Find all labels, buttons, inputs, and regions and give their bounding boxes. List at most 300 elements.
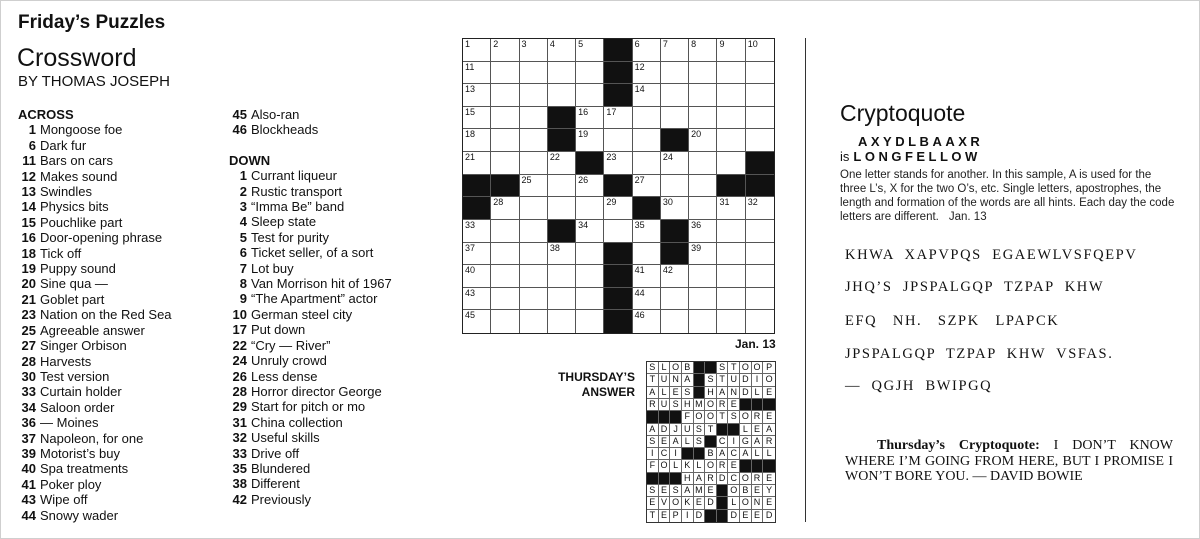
cell-number: 13 xyxy=(465,84,476,95)
answer-cell: D xyxy=(705,497,717,509)
grid-cell[interactable] xyxy=(576,129,604,152)
clue-number: 20 xyxy=(21,276,36,292)
grid-cell[interactable] xyxy=(576,39,604,62)
grid-cell[interactable] xyxy=(746,129,774,152)
answer-cell: E xyxy=(763,387,775,399)
answer-cell: C xyxy=(717,436,729,448)
clue-number: 30 xyxy=(21,368,36,384)
clue-column-2 xyxy=(229,107,392,507)
answer-cell: U xyxy=(659,374,671,386)
answer-cell: U xyxy=(659,399,671,411)
clue-number: 45 xyxy=(232,107,247,122)
grid-cell[interactable] xyxy=(689,39,717,62)
cell-number: 27 xyxy=(634,174,645,185)
clue-item xyxy=(229,461,392,476)
grid-cell[interactable] xyxy=(661,265,689,288)
grid-cell[interactable] xyxy=(463,39,491,62)
grid-cell[interactable] xyxy=(746,197,774,220)
answer-cell: N xyxy=(752,497,764,509)
clue-item xyxy=(18,369,172,384)
clue-item xyxy=(229,107,392,122)
clue-text: Start for pitch or mo xyxy=(251,399,366,415)
grid-cell[interactable] xyxy=(661,62,689,85)
cell-number: 18 xyxy=(465,129,476,140)
clue-item xyxy=(18,461,172,476)
answer-cell: R xyxy=(752,473,764,485)
clue-item xyxy=(18,400,172,415)
clue-number: 21 xyxy=(21,291,36,307)
grid-cell[interactable] xyxy=(633,39,661,62)
clue-text: Motorist’s buy xyxy=(40,445,120,461)
grid-cell[interactable] xyxy=(463,243,491,266)
clue-text: Puppy sound xyxy=(40,261,116,277)
answer-cell: L xyxy=(763,448,775,460)
grid-cell[interactable] xyxy=(717,288,745,311)
grid-cell[interactable] xyxy=(576,310,604,333)
clue-text: Napoleon, for one xyxy=(40,430,144,446)
cell-number: 4 xyxy=(549,39,555,49)
cryptoquote-line: EFQ NH. SZPK LPAPCK xyxy=(845,313,1060,329)
grid-cell[interactable] xyxy=(661,84,689,107)
grid-cell[interactable] xyxy=(633,84,661,107)
answer-black-square xyxy=(752,460,764,472)
clue-number: 26 xyxy=(232,368,247,384)
grid-cell[interactable] xyxy=(717,310,745,333)
answer-cell: D xyxy=(717,473,729,485)
grid-cell[interactable] xyxy=(689,107,717,130)
black-square xyxy=(548,220,576,243)
clue-item xyxy=(229,415,392,430)
grid-cell[interactable] xyxy=(746,84,774,107)
cell-number: 17 xyxy=(606,106,617,117)
answer-cell: O xyxy=(670,497,682,509)
cell-number: 15 xyxy=(465,106,476,117)
clue-number: 11 xyxy=(22,153,36,169)
answer-cell: S xyxy=(670,485,682,497)
cell-number: 21 xyxy=(465,152,476,163)
cell-number: 1 xyxy=(465,39,471,49)
cell-number: 8 xyxy=(691,39,697,49)
grid-cell[interactable] xyxy=(717,265,745,288)
grid-cell[interactable] xyxy=(548,62,576,85)
grid-cell[interactable] xyxy=(661,197,689,220)
grid-cell[interactable] xyxy=(463,265,491,288)
cryptoquote-line: KHWA XAPVPQS EGAEWLVSFQEPV xyxy=(845,247,1138,263)
black-square xyxy=(633,197,661,220)
answer-cell: I xyxy=(682,510,694,522)
grid-cell[interactable] xyxy=(689,243,717,266)
clue-text: Currant liqueur xyxy=(251,168,337,184)
clue-number: 8 xyxy=(239,276,247,292)
clue-item xyxy=(229,168,392,183)
black-square xyxy=(604,310,632,333)
grid-cell[interactable] xyxy=(520,175,548,198)
clue-text: Van Morrison hit of 1967 xyxy=(251,276,392,292)
grid-cell[interactable] xyxy=(633,175,661,198)
answer-cell: P xyxy=(763,362,775,374)
grid-cell[interactable] xyxy=(689,84,717,107)
grid-cell[interactable] xyxy=(548,265,576,288)
answer-cell: K xyxy=(682,497,694,509)
clue-item xyxy=(18,230,172,245)
answer-cell: H xyxy=(682,473,694,485)
grid-cell[interactable] xyxy=(633,243,661,266)
grid-cell[interactable] xyxy=(548,197,576,220)
grid-cell[interactable] xyxy=(689,310,717,333)
clue-number: 14 xyxy=(21,199,36,215)
down-heading: DOWN xyxy=(229,152,271,168)
answer-cell: O xyxy=(740,362,752,374)
grid-cell[interactable] xyxy=(520,84,548,107)
grid-cell[interactable] xyxy=(661,39,689,62)
instructions-text: One letter stands for another. In this sample, A is used for the three L’s, X for the two O’s, etc. Single letters, apostrophes, the length and formation of the words are all hints. Each day the code letters are different. xyxy=(840,169,1175,223)
clue-item xyxy=(229,122,392,137)
grid-cell[interactable] xyxy=(463,107,491,130)
clue-text: Different xyxy=(251,476,300,492)
clue-number: 28 xyxy=(21,353,36,369)
answer-cell: E xyxy=(659,436,671,448)
grid-cell[interactable] xyxy=(633,310,661,333)
grid-cell[interactable] xyxy=(576,220,604,243)
answer-black-square xyxy=(728,424,740,436)
answer-cell: L xyxy=(670,460,682,472)
grid-cell[interactable] xyxy=(491,152,519,175)
clue-number: 19 xyxy=(21,261,36,277)
answer-cell: E xyxy=(740,510,752,522)
answer-cell: H xyxy=(682,399,694,411)
clue-number: 36 xyxy=(21,415,36,431)
grid-cell[interactable] xyxy=(491,243,519,266)
answer-cell: E xyxy=(763,497,775,509)
clue-number: 42 xyxy=(232,491,247,507)
clue-text: Curtain holder xyxy=(40,384,122,400)
grid-cell[interactable] xyxy=(633,129,661,152)
grid-cell[interactable] xyxy=(717,152,745,175)
answer-cell: E xyxy=(752,485,764,497)
grid-cell[interactable] xyxy=(576,107,604,130)
answer-cell: D xyxy=(659,424,671,436)
crossword-byline: BY THOMAS JOSEPH xyxy=(18,73,170,90)
answer-cell: T xyxy=(705,424,717,436)
grid-cell[interactable] xyxy=(746,243,774,266)
grid-cell[interactable] xyxy=(661,175,689,198)
clue-text: Previously xyxy=(251,491,311,507)
answer-cell: O xyxy=(728,485,740,497)
grid-cell[interactable] xyxy=(633,152,661,175)
black-square xyxy=(604,265,632,288)
grid-cell[interactable] xyxy=(520,265,548,288)
answer-cell: K xyxy=(682,460,694,472)
cell-number: 29 xyxy=(606,197,617,208)
clue-number: 33 xyxy=(21,384,36,400)
grid-cell[interactable] xyxy=(491,220,519,243)
grid-cell[interactable] xyxy=(520,152,548,175)
answer-cell: S xyxy=(647,485,659,497)
clue-text: “Cry — River” xyxy=(251,337,331,353)
answer-cell: L xyxy=(694,460,706,472)
down-clue-list xyxy=(229,168,392,507)
grid-cell[interactable] xyxy=(576,265,604,288)
grid-cell[interactable] xyxy=(520,243,548,266)
answer-black-square xyxy=(717,485,729,497)
cryptoquote-line: JPSPALGQP TZPAP KHW VSFAS. xyxy=(845,346,1114,362)
grid-cell[interactable] xyxy=(520,39,548,62)
grid-cell[interactable] xyxy=(520,220,548,243)
clue-item xyxy=(229,399,392,414)
black-square xyxy=(548,129,576,152)
grid-cell[interactable] xyxy=(717,107,745,130)
answer-black-square xyxy=(740,460,752,472)
cell-number: 44 xyxy=(634,287,645,298)
cell-number: 12 xyxy=(634,61,645,72)
clue-number: 5 xyxy=(239,229,247,245)
grid-cell[interactable] xyxy=(746,62,774,85)
grid-cell[interactable] xyxy=(548,310,576,333)
grid-cell[interactable] xyxy=(746,39,774,62)
grid-cell[interactable] xyxy=(604,152,632,175)
grid-cell[interactable] xyxy=(633,62,661,85)
answer-black-square xyxy=(694,374,706,386)
clue-item xyxy=(229,476,392,491)
grid-cell[interactable] xyxy=(717,197,745,220)
clue-column-1 xyxy=(18,107,172,523)
grid-cell[interactable] xyxy=(689,152,717,175)
grid-cell[interactable] xyxy=(633,220,661,243)
grid-cell[interactable] xyxy=(717,62,745,85)
crossword-title: Crossword xyxy=(17,44,137,72)
grid-cell[interactable] xyxy=(604,197,632,220)
answer-cell: R xyxy=(763,436,775,448)
cell-number: 22 xyxy=(549,152,560,163)
answer-black-square xyxy=(694,387,706,399)
grid-cell[interactable] xyxy=(604,129,632,152)
clue-text: Snowy wader xyxy=(40,507,119,523)
cell-number: 43 xyxy=(465,287,476,298)
clue-number: 6 xyxy=(239,245,247,261)
clue-text: Singer Orbison xyxy=(40,338,127,354)
clue-number: 44 xyxy=(21,507,36,523)
answer-cell: A xyxy=(717,387,729,399)
instructions-date: Jan. 13 xyxy=(948,211,987,223)
grid-cell[interactable] xyxy=(463,129,491,152)
answer-cell: A xyxy=(694,473,706,485)
grid-cell[interactable] xyxy=(548,152,576,175)
answer-cell: S xyxy=(682,387,694,399)
grid-cell[interactable] xyxy=(746,220,774,243)
grid-cell[interactable] xyxy=(463,152,491,175)
grid-cell[interactable] xyxy=(520,310,548,333)
answer-cell: J xyxy=(670,424,682,436)
grid-cell[interactable] xyxy=(661,152,689,175)
grid-cell[interactable] xyxy=(661,288,689,311)
grid-cell[interactable] xyxy=(491,265,519,288)
grid-cell[interactable] xyxy=(633,265,661,288)
answer-cell: C xyxy=(659,448,671,460)
grid-cell[interactable] xyxy=(576,175,604,198)
answer-black-square xyxy=(763,460,775,472)
clue-item xyxy=(18,138,172,153)
grid-cell[interactable] xyxy=(491,84,519,107)
grid-cell[interactable] xyxy=(520,129,548,152)
grid-cell[interactable] xyxy=(520,288,548,311)
grid-cell[interactable] xyxy=(548,39,576,62)
answer-cell: T xyxy=(717,374,729,386)
clue-item xyxy=(18,415,172,430)
grid-cell[interactable] xyxy=(604,220,632,243)
black-square xyxy=(661,220,689,243)
answer-cell: N xyxy=(670,374,682,386)
answer-cell: L xyxy=(659,362,671,374)
grid-cell[interactable] xyxy=(491,129,519,152)
answer-cell: D xyxy=(740,387,752,399)
clue-item xyxy=(18,307,172,322)
answer-cell: M xyxy=(694,399,706,411)
clue-number: 23 xyxy=(21,307,36,323)
clue-number: 1 xyxy=(239,168,247,184)
answer-cell: A xyxy=(647,387,659,399)
grid-cell[interactable] xyxy=(717,84,745,107)
clue-text: Poker ploy xyxy=(40,476,102,492)
clue-text: German steel city xyxy=(251,306,353,322)
grid-cell[interactable] xyxy=(689,129,717,152)
answer-grid xyxy=(646,361,776,523)
answer-cell: F xyxy=(682,411,694,423)
clue-item xyxy=(18,492,172,507)
grid-cell[interactable] xyxy=(604,107,632,130)
grid-cell[interactable] xyxy=(661,310,689,333)
clue-item xyxy=(229,199,392,214)
grid-cell[interactable] xyxy=(746,288,774,311)
black-square xyxy=(491,175,519,198)
clue-number: 12 xyxy=(21,168,36,184)
clue-item xyxy=(229,338,392,353)
clue-item xyxy=(229,245,392,260)
grid-cell[interactable] xyxy=(633,288,661,311)
clue-item xyxy=(18,292,172,307)
grid-cell[interactable] xyxy=(689,220,717,243)
answer-cell: P xyxy=(670,510,682,522)
grid-cell[interactable] xyxy=(491,62,519,85)
grid-cell[interactable] xyxy=(491,197,519,220)
answer-cell: G xyxy=(740,436,752,448)
grid-cell[interactable] xyxy=(548,288,576,311)
clue-item xyxy=(18,184,172,199)
cell-number: 46 xyxy=(634,310,645,321)
grid-cell[interactable] xyxy=(746,265,774,288)
clue-text: Wipe off xyxy=(40,492,88,508)
grid-cell[interactable] xyxy=(520,107,548,130)
grid-cell[interactable] xyxy=(717,39,745,62)
grid-cell[interactable] xyxy=(576,197,604,220)
clue-number: 16 xyxy=(21,230,36,246)
grid-cell[interactable] xyxy=(746,310,774,333)
clue-item xyxy=(18,276,172,291)
grid-cell[interactable] xyxy=(717,243,745,266)
clue-item xyxy=(229,184,392,199)
answer-cell: L xyxy=(728,497,740,509)
crossword-grid[interactable] xyxy=(462,38,775,334)
grid-cell[interactable] xyxy=(689,288,717,311)
grid-cell[interactable] xyxy=(491,107,519,130)
grid-cell[interactable] xyxy=(463,220,491,243)
answer-black-square xyxy=(717,510,729,522)
answer-cell: S xyxy=(647,436,659,448)
grid-cell[interactable] xyxy=(717,220,745,243)
grid-cell[interactable] xyxy=(491,39,519,62)
grid-cell[interactable] xyxy=(463,288,491,311)
answer-cell: Y xyxy=(763,485,775,497)
grid-cell[interactable] xyxy=(491,288,519,311)
grid-cell[interactable] xyxy=(463,62,491,85)
thursday-cryptoquote-label: Thursday’s Cryptoquote: xyxy=(877,438,1040,453)
cell-number: 16 xyxy=(578,106,589,117)
answer-cell: O xyxy=(705,460,717,472)
answer-cell: B xyxy=(705,448,717,460)
grid-cell[interactable] xyxy=(576,84,604,107)
answer-black-square xyxy=(694,362,706,374)
grid-cell[interactable] xyxy=(689,175,717,198)
across-clue-list xyxy=(18,122,172,523)
grid-cell[interactable] xyxy=(689,62,717,85)
clue-number: 24 xyxy=(232,353,247,369)
grid-cell[interactable] xyxy=(633,107,661,130)
black-square xyxy=(746,175,774,198)
clue-text: Mongoose foe xyxy=(40,122,123,138)
clue-text: Makes sound xyxy=(40,168,118,184)
answer-cell: O xyxy=(763,374,775,386)
grid-cell[interactable] xyxy=(661,107,689,130)
cell-number: 23 xyxy=(606,152,617,163)
grid-cell[interactable] xyxy=(576,288,604,311)
cell-number: 11 xyxy=(465,61,475,72)
answer-cell: E xyxy=(694,497,706,509)
clue-number: 40 xyxy=(21,461,36,477)
answer-cell: S xyxy=(647,362,659,374)
clue-item xyxy=(18,215,172,230)
grid-cell[interactable] xyxy=(746,107,774,130)
clue-text: Nation on the Red Sea xyxy=(40,307,172,323)
clue-number: 32 xyxy=(232,430,247,446)
grid-cell[interactable] xyxy=(491,310,519,333)
answer-cell: H xyxy=(705,387,717,399)
clue-number: 4 xyxy=(239,214,247,230)
grid-cell[interactable] xyxy=(717,129,745,152)
answer-cell: A xyxy=(740,448,752,460)
clue-number: 10 xyxy=(232,306,247,322)
grid-cell[interactable] xyxy=(548,175,576,198)
grid-cell[interactable] xyxy=(463,310,491,333)
clue-text: Pouchlike part xyxy=(40,214,123,230)
black-square xyxy=(604,84,632,107)
clue-item xyxy=(229,230,392,245)
grid-cell[interactable] xyxy=(576,243,604,266)
grid-cell[interactable] xyxy=(520,197,548,220)
grid-cell[interactable] xyxy=(520,62,548,85)
grid-cell[interactable] xyxy=(689,265,717,288)
grid-cell[interactable] xyxy=(548,84,576,107)
answer-cell: T xyxy=(647,374,659,386)
clue-item xyxy=(18,354,172,369)
grid-cell[interactable] xyxy=(576,62,604,85)
page-header: Friday’s Puzzles xyxy=(18,12,166,33)
answer-cell: R xyxy=(717,399,729,411)
clue-item xyxy=(18,477,172,492)
answer-cell: S xyxy=(728,411,740,423)
black-square xyxy=(661,243,689,266)
grid-cell[interactable] xyxy=(463,84,491,107)
grid-cell[interactable] xyxy=(548,243,576,266)
grid-cell[interactable] xyxy=(689,197,717,220)
